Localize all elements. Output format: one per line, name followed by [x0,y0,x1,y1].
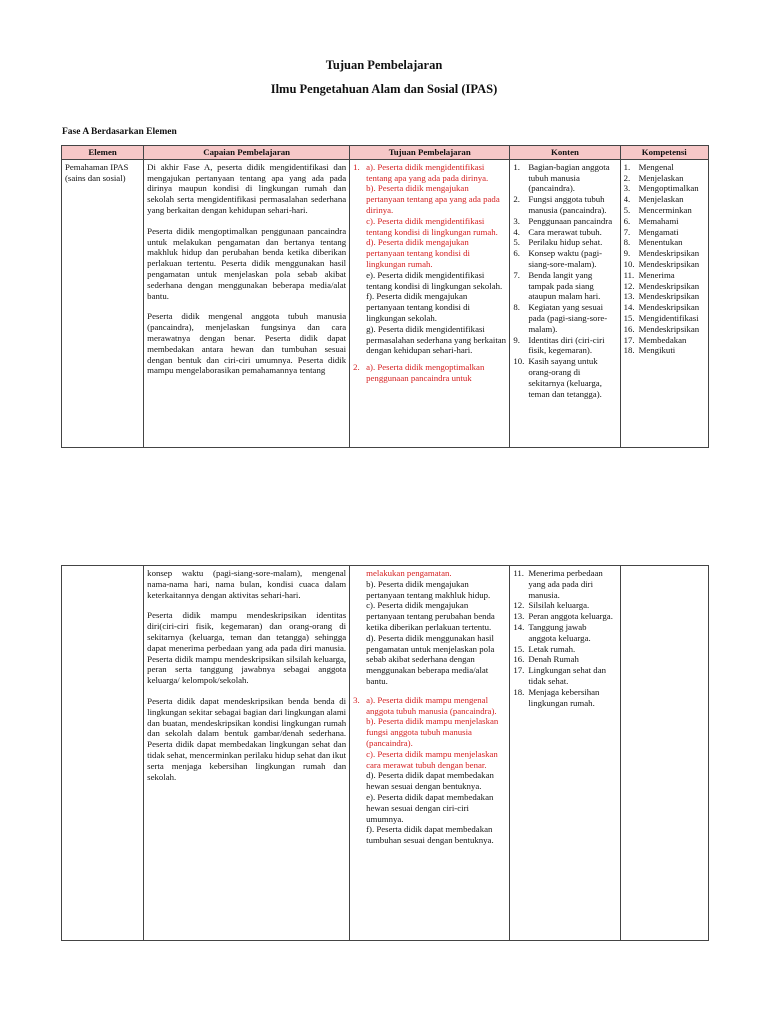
objective-line: melakukan pengamatan. [366,568,452,578]
list-item [513,568,616,600]
list-item-number: 11. [623,269,635,280]
list-item-text: Menjelaskan [638,172,684,183]
konten-cell [510,159,620,447]
kompetensi-cell [620,159,708,447]
list-item-text: Tanggung jawab anggota keluarga. [528,621,591,643]
list-item [624,205,705,216]
list-item [513,622,616,644]
table-row [62,159,709,447]
objective-line: d). Peserta didik mengajukan pertanyaan tentang kondisi di lingkungan rumah. [366,237,470,269]
list-item-text: Bagian-bagian anggota tubuh manusia (pancaindra). [528,161,610,194]
list-item-number: 17. [623,334,635,345]
list-item-number: 7. [513,269,520,280]
list-item-number: 14. [513,621,525,632]
list-item-number: 12. [623,280,635,291]
list-item-text: Kegiatan yang sesuai pada (pagi-siang-sore-malam). [528,302,608,334]
list-item-text: Mengikuti [638,345,676,356]
list-item-number: 13. [623,291,635,302]
list-item-number: 15. [513,643,525,654]
capaian-paragraph: Peserta didik dapat mendeskripsikan benda benda di lingkungan sekitar sebagai bagian dari lingkungan alami dan buatan, mendeskripsikan kondisi lingkungan rumah dan sekolah dalam bentuk gambar/denah sederhana. Peserta didik dapat membedakan lingkungan sehat dan tidak sehat, mencerminkan perilaku hidup sehat dan ikut serta menjaga kebersihan lingkungan rumah dan sekolah. [147,695,347,782]
objective-line: d). Peserta didik dapat membedakan hewan sesuai dengan bentuknya. [366,770,494,792]
list-item-number: 8. [513,302,520,313]
list-item [624,291,705,302]
list-item-text: Mengamati [638,226,679,237]
objective-line: c). Peserta didik mengajukan pertanyaan tentang perubahan benda ketika diberikan perlakuan tertentu. [366,600,495,632]
objective-line: e). Peserta didik mengidentifikasi tentang kondisi di lingkungan sekolah. [366,269,503,291]
table-header-row [62,146,709,160]
list-item-number: 1. [513,161,520,172]
list-item [624,335,705,346]
objective-line: b). Peserta didik mampu menjelaskan fungsi anggota tubuh manusia (pancaindra). [366,716,499,748]
list-item [513,687,616,709]
list-item [513,302,616,334]
list-item-text: Menentukan [638,237,683,248]
elemen-cell [62,566,144,941]
list-item-text: Memahami [638,215,679,226]
list-item-number: 6. [513,248,520,259]
objective-number: 3. [353,694,360,705]
list-item-number: 9. [623,248,631,259]
elemen-text: Pemahaman IPAS (sains dan sosial) [65,161,129,183]
list-item [513,356,616,399]
list-item [624,313,705,324]
list-item-number: 17. [513,665,525,676]
list-item-text: Perilaku hidup sehat. [528,237,603,248]
list-item [624,237,705,248]
list-item-text: Cara merawat tubuh. [528,226,602,237]
objective-number: 2. [353,362,360,373]
list-item [513,216,616,227]
list-item-number: 2. [513,194,520,205]
list-item-text: Mendeskripsikan [638,291,700,302]
list-item [513,162,616,194]
list-item [513,335,616,357]
list-item-number: 2. [623,172,631,183]
list-item-text: Konsep waktu (pagi-siang-sore-malam). [528,248,603,269]
list-item [624,216,705,227]
list-item-number: 4. [513,226,520,237]
list-item-text: Mengoptimalkan [638,183,699,194]
list-item-text: Mendeskripsikan [638,323,700,334]
list-item [513,227,616,238]
konten-list [513,568,616,708]
list-item-number: 3. [623,183,631,194]
list-item-number: 18. [513,686,525,697]
list-item [513,665,616,687]
list-item-text: Mengenal [638,161,674,172]
header-konten: Konten [510,146,620,160]
list-item-number: 8. [623,237,631,248]
objective-line: c). Peserta didik mengidentifikasi tentang kondisi di lingkungan rumah. [366,215,498,237]
objective-line: d). Peserta didik menggunakan hasil pengamatan untuk menjelaskan pola sebab akibat sederhana dengan menggunakan beberapa media/alat bantu. [366,632,495,686]
list-item-number: 16. [513,654,525,665]
tujuan-cell [350,159,510,447]
list-item-number: 14. [623,302,635,313]
konten-list [513,162,616,400]
konten-cell [510,566,620,941]
list-item [513,654,616,665]
list-item-text: Menjaga kebersihan lingkungan rumah. [528,686,600,708]
document-subtitle: Ilmu Pengetahuan Alam dan Sosial (IPAS) [270,82,498,96]
capaian-cell [144,159,350,447]
list-item-text: Peran anggota keluarga. [528,611,613,622]
list-item-number: 9. [513,334,520,345]
objective-line: c). Peserta didik mampu menjelaskan cara merawat tubuh dengan benar. [366,748,498,770]
list-item [624,270,705,281]
list-item [513,270,616,302]
list-item-text: Mendeskripsikan [638,258,700,269]
list-item-text: Mendeskripsikan [638,280,700,291]
objective-line: a). Peserta didik mampu mengenal anggota tubuh manusia (pancaindra). [366,694,497,716]
capaian-cell [144,566,350,941]
list-item-text: Letak rumah. [528,643,576,654]
objective-line: f). Peserta didik dapat membedakan tumbuhan sesuai dengan bentuknya. [366,824,494,846]
header-capaian: Capaian Pembelajaran [144,146,350,160]
list-item [624,345,705,356]
list-item [513,611,616,622]
list-item-text: Lingkungan sehat dan tidak sehat. [528,665,606,686]
list-item [624,183,705,194]
list-item-text: Kasih sayang untuk orang-orang di sekitarnya (keluarga, teman dan tetangga). [528,356,602,399]
list-item-text: Menerima [638,269,675,280]
learning-objectives-table-page-1 [61,145,709,448]
list-item [624,194,705,205]
list-item-text: Membedakan [638,334,687,345]
list-item [624,259,705,270]
list-item-number: 15. [623,312,635,323]
list-item-number: 1. [623,161,631,172]
list-item-text: Fungsi anggota tubuh manusia (pancaindra). [528,194,607,215]
capaian-paragraph: konsep waktu (pagi-siang-sore-malam), mengenal nama-nama hari, nama bulan, kondisi cuaca dalam keterkaitannya dengan aktivitas sehari-hari. [147,568,347,600]
section-heading: Fase A Berdasarkan Elemen [62,127,177,137]
capaian-paragraph: Peserta didik mengoptimalkan penggunaan pancaindra untuk melakukan pengamatan dan bertanya tentang makhluk hidup dan perubahan benda ketika diberikan perlakuan tertentu. Peserta didik menggunakan hasil pengamatan untuk menjelaskan pola sebab akibat sederhana dengan menggunakan beberapa media/alat bantu. [147,225,347,301]
objective-line: b). Peserta didik mengajukan pertanyaan tentang apa yang ada pada dirinya. [366,183,500,215]
list-item-number: 12. [513,600,525,611]
list-item [624,302,705,313]
header-elemen: Elemen [62,146,144,160]
list-item-text: Mencerminkan [638,204,692,215]
list-item-text: Denah Rumah [528,654,579,665]
list-item [624,324,705,335]
objective-number: 1. [353,161,360,172]
list-item-text: Silsilah keluarga. [528,600,590,611]
list-item-text: Menerima perbedaan yang ada pada diri manusia. [528,568,603,600]
objective-line: a). Peserta didik mengoptimalkan penggunaan pancaindra untuk [366,362,485,383]
list-item-text: Identitas diri (ciri-ciri fisik, kegemaran). [528,334,605,356]
header-tujuan: Tujuan Pembelajaran [350,146,510,160]
list-item-number: 10. [513,356,525,367]
list-item-number: 5. [513,237,520,248]
elemen-cell [62,159,144,447]
list-item [513,248,616,270]
list-item [513,600,616,611]
list-item [513,644,616,655]
kompetensi-cell [620,566,708,941]
list-item [624,227,705,238]
list-item-text: Penggunaan pancaindra [528,215,613,226]
list-item [624,173,705,184]
list-item-text: Benda langit yang tampak pada siang ataupun malam hari. [528,269,601,302]
kompetensi-list [624,162,705,356]
list-item-number: 7. [623,226,631,237]
list-item-number: 16. [623,323,635,334]
list-item-number: 6. [623,215,631,226]
capaian-paragraph: Peserta didik mampu mendeskripsikan identitas diri(ciri-ciri fisik, kegemaran) dan orang-orang di sekitarnya (keluarga, teman dan tetangga) sehingga dapat menerima perbedaan yang ada pada diri manusia. Peserta didik mampu mendeskripsikan silsilah keluarga, peran serta tanggung jawabnya sebagai anggota keluarga/ kelompok/sekolah. [147,610,347,686]
header-kompetensi: Kompetensi [620,146,708,160]
list-item-number: 3. [513,215,520,226]
list-item-text: Mendeskripsikan [638,302,700,313]
table-row [62,566,709,941]
list-item [513,237,616,248]
capaian-paragraph: Peserta didik mengenal anggota tubuh manusia (pancaindra), menjelaskan fungsinya dan cara merawatnya dengan benar. Peserta didik dapat membedakan antara hewan dan tumbuhan sesuai dengan bentuk dan ciri-ciri umumnya. Peserta didik mampu mengelaborasikan pemahamannya tentang [147,311,347,376]
capaian-paragraph: Di akhir Fase A, peserta didik mengidentifikasi dan mengajukan pertanyaan tentang apa yang ada pada dirinya maupun kondisi di lingkungan rumah dan sekolah serta mengidentifikasi permasalahan sederhana yang berkaitan dengan kehidupan sehari-hari. [147,161,347,215]
learning-objectives-table-page-2 [61,565,709,941]
objective-line: g). Peserta didik mengidentifikasi permasalahan sederhana yang berkaitan dengan kehidupan sehari-hari. [366,323,507,356]
list-item-number: 13. [513,611,525,622]
list-item-number: 5. [623,204,631,215]
list-item [624,248,705,259]
list-item-text: Menjelaskan [638,194,684,205]
list-item-number: 4. [623,194,631,205]
list-item [624,281,705,292]
list-item-number: 18. [623,345,635,356]
objective-line: e). Peserta didik dapat membedakan hewan sesuai dengan ciri-ciri umumnya. [366,791,494,824]
objective-line: f). Peserta didik mengajukan pertanyaan tentang kondisi di lingkungan sekolah. [366,291,470,323]
list-item-number: 11. [513,568,524,578]
objective-line: a). Peserta didik mengidentifikasi tentang apa yang ada pada dirinya. [366,161,489,183]
list-item [513,194,616,216]
list-item-text: Mengidentifikasi [638,312,699,323]
objective-line: b). Peserta didik mengajukan pertanyaan tentang makhluk hidup. [366,578,491,600]
tujuan-cell [350,566,510,941]
document-title: Tujuan Pembelajaran [325,58,443,72]
list-item [624,162,705,173]
list-item-number: 10. [623,258,635,269]
list-item-text: Mendeskripsikan [638,248,700,259]
